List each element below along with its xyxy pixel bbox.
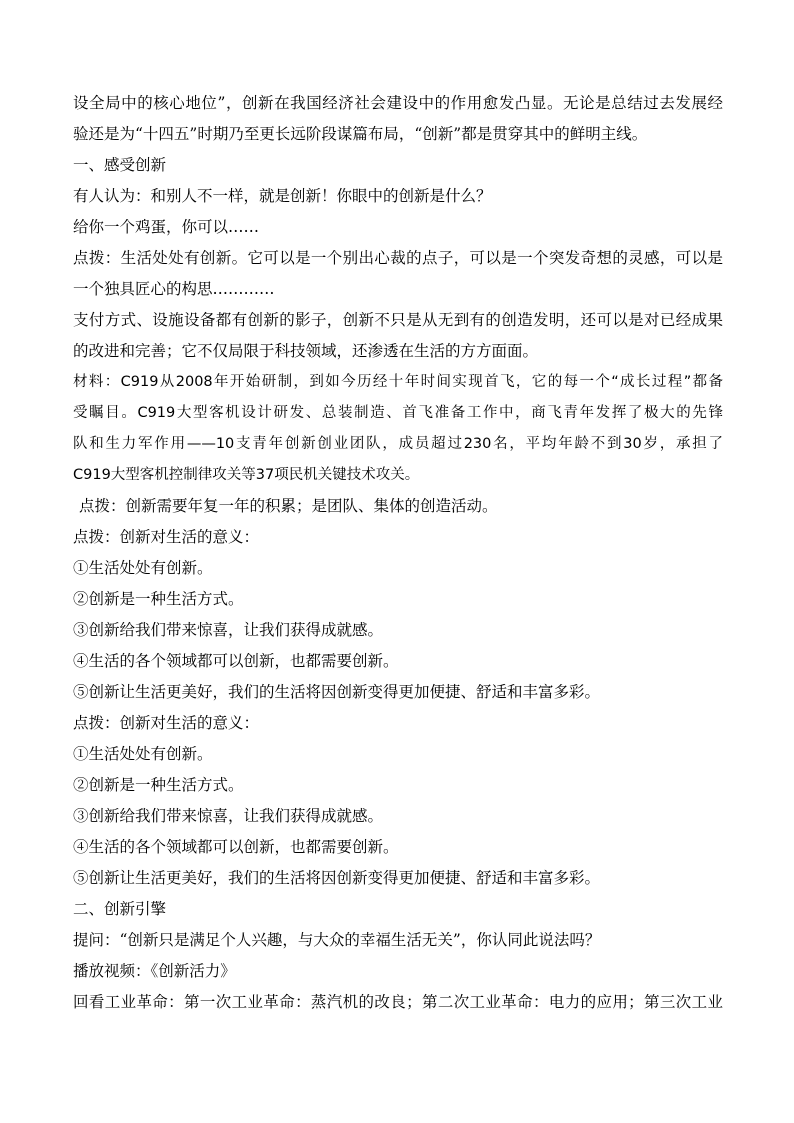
material-line: 队和生力军作用——10支青年创新创业团队，成员超过230名，平均年龄不到30岁，承担了 — [73, 436, 723, 452]
paragraph-line: 设全局中的核心地位”，创新在我国经济社会建设中的作用愈发凸显。无论是总结过去发展经 — [73, 94, 723, 112]
paragraph-line: 的改进和完善；它不仅局限于科技领域，还渗透在生活的方方面面。 — [73, 342, 539, 360]
paragraph-line: 给你一个鸡蛋，你可以…… — [73, 218, 260, 236]
document-page — [73, 88, 723, 1018]
paragraph-line: 一个独具匠心的构思………… — [73, 280, 275, 298]
material-line: C919大型客机控制律攻关等37项民机关键技术攻关。 — [73, 467, 420, 483]
paragraph-line: 点拨：创新对生活的意义： — [73, 528, 260, 546]
list-item: ④生活的各个领域都可以创新，也都需要创新。 — [73, 838, 399, 856]
list-item: ④生活的各个领域都可以创新，也都需要创新。 — [73, 652, 399, 670]
material-line: 受瞩目。C919大型客机设计研发、总装制造、首飞准备工作中，商飞青年发挥了极大的先锋 — [73, 405, 723, 421]
paragraph-line: 回看工业革命：第一次工业革命：蒸汽机的改良；第二次工业革命：电力的应用；第三次工业 — [73, 993, 723, 1011]
paragraph-line: 有人认为：和别人不一样，就是创新！你眼中的创新是什么？ — [73, 187, 492, 205]
paragraph-line: 提问：“创新只是满足个人兴趣，与大众的幸福生活无关”，你认同此说法吗？ — [73, 931, 601, 949]
list-item: ③创新给我们带来惊喜，让我们获得成就感。 — [73, 807, 384, 825]
list-item: ②创新是一种生活方式。 — [73, 776, 244, 794]
paragraph-line: 点拨：创新对生活的意义： — [73, 714, 260, 732]
section-heading: 一、感受创新 — [73, 156, 167, 174]
list-item: ①生活处处有创新。 — [73, 745, 213, 763]
list-item: ③创新给我们带来惊喜，让我们获得成就感。 — [73, 621, 384, 639]
paragraph-line: 点拨：生活处处有创新。它可以是一个别出心裁的点子，可以是一个突发奇想的灵感，可以是 — [73, 249, 723, 267]
paragraph-line: 播放视频：《创新活力》 — [73, 962, 236, 980]
list-item: ①生活处处有创新。 — [73, 559, 213, 577]
list-item: ⑤创新让生活更美好，我们的生活将因创新变得更加便捷、舒适和丰富多彩。 — [73, 869, 601, 887]
section-heading: 二、创新引擎 — [73, 900, 167, 918]
paragraph-line: 点拨：创新需要年复一年的积累；是团队、集体的创造活动。 — [79, 497, 498, 515]
paragraph-line: 支付方式、设施设备都有创新的影子，创新不只是从无到有的创造发明，还可以是对已经成果 — [73, 311, 723, 329]
list-item: ②创新是一种生活方式。 — [73, 590, 244, 608]
material-line: 材料：C919从2008年开始研制，到如今历经十年时间实现首飞，它的每一个“成长过程”都备 — [73, 374, 723, 390]
list-item: ⑤创新让生活更美好，我们的生活将因创新变得更加便捷、舒适和丰富多彩。 — [73, 683, 601, 701]
paragraph-line: 验还是为“十四五”时期乃至更长远阶段谋篇布局，“创新”都是贯穿其中的鲜明主线。 — [73, 125, 648, 143]
